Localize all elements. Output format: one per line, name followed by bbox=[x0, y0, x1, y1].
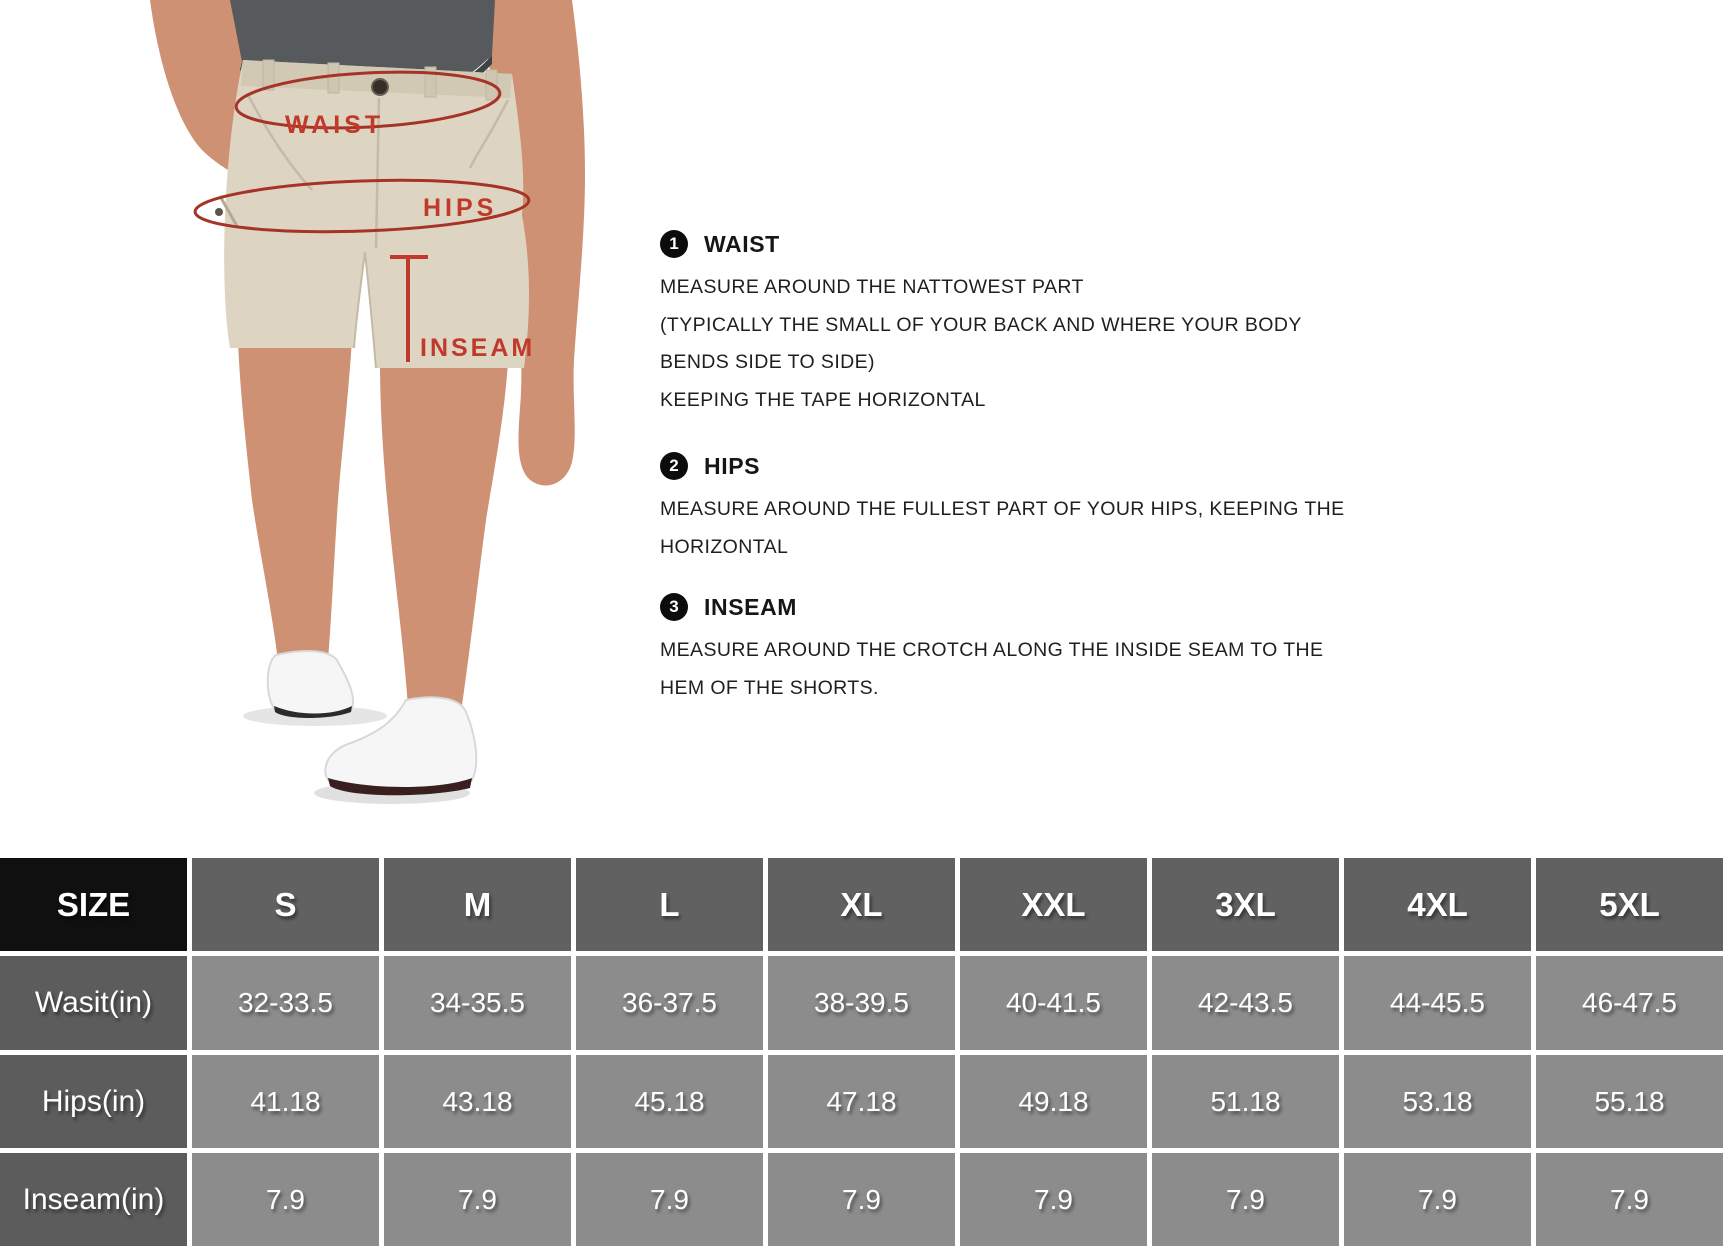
left-leg bbox=[238, 340, 352, 662]
size-chart-cell: 43.18 bbox=[384, 1055, 571, 1148]
size-chart-cell: 36-37.5 bbox=[576, 956, 763, 1050]
size-chart-cell: 47.18 bbox=[768, 1055, 955, 1148]
belt-loop bbox=[328, 63, 339, 93]
inseam-label: INSEAM bbox=[420, 334, 536, 362]
size-chart-column-header: XXL bbox=[960, 858, 1147, 951]
size-chart-cell: 7.9 bbox=[576, 1153, 763, 1246]
size-chart-column-header: S bbox=[192, 858, 379, 951]
size-chart-cell: 34-35.5 bbox=[384, 956, 571, 1050]
size-chart-column-header: 4XL bbox=[1344, 858, 1531, 951]
right-leg bbox=[380, 362, 508, 707]
instruction-heading bbox=[660, 452, 1420, 480]
size-chart-cell: 32-33.5 bbox=[192, 956, 379, 1050]
size-chart-row-label: Inseam(in) bbox=[0, 1153, 187, 1246]
instruction-body bbox=[660, 269, 1420, 419]
instruction-title: INSEAM bbox=[704, 593, 798, 620]
size-chart-cell: 7.9 bbox=[192, 1153, 379, 1246]
hips-label: HIPS bbox=[423, 194, 498, 222]
size-chart-cell: 7.9 bbox=[1152, 1153, 1339, 1246]
instruction-title: HIPS bbox=[704, 452, 761, 479]
model-figure-graphic bbox=[80, 0, 620, 858]
size-chart-column-header: M bbox=[384, 858, 571, 951]
instruction-line: BENDS SIDE TO SIDE) bbox=[660, 351, 875, 373]
step-number-badge: 2 bbox=[660, 452, 688, 480]
size-chart-cell: 38-39.5 bbox=[768, 956, 955, 1050]
instruction-line: KEEPING THE TAPE HORIZONTAL bbox=[660, 388, 986, 411]
waist-label: WAIST bbox=[285, 111, 385, 139]
size-chart-cell: 7.9 bbox=[768, 1153, 955, 1246]
zip-pull bbox=[215, 208, 223, 216]
size-chart-column-header: XL bbox=[768, 858, 955, 951]
size-chart bbox=[0, 858, 1723, 1246]
size-chart-cell: 7.9 bbox=[960, 1153, 1147, 1246]
instruction-section-waist bbox=[660, 230, 1420, 419]
instruction-heading bbox=[660, 593, 1420, 621]
instructions bbox=[660, 0, 1420, 858]
instruction-line: HEM OF THE SHORTS. bbox=[660, 676, 879, 699]
left-shoe bbox=[268, 651, 353, 715]
size-chart-cell: 45.18 bbox=[576, 1055, 763, 1148]
size-chart-cell: 53.18 bbox=[1344, 1055, 1531, 1148]
size-chart-cell: 49.18 bbox=[960, 1055, 1147, 1148]
instruction-line: (TYPICALLY THE SMALL OF YOUR BACK AND WHERE YOUR BODY bbox=[660, 313, 1302, 336]
size-chart-cell: 40-41.5 bbox=[960, 956, 1147, 1050]
size-chart-row-label: Wasit(in) bbox=[0, 956, 187, 1050]
step-number-badge: 1 bbox=[660, 230, 688, 258]
size-chart-column-header: 3XL bbox=[1152, 858, 1339, 951]
size-chart-cell: 44-45.5 bbox=[1344, 956, 1531, 1050]
size-chart-cell: 51.18 bbox=[1152, 1055, 1339, 1148]
size-chart-cell: 7.9 bbox=[1536, 1153, 1723, 1246]
size-chart-cell: 42-43.5 bbox=[1152, 956, 1339, 1050]
size-chart-cell: 46-47.5 bbox=[1536, 956, 1723, 1050]
instruction-line: HORIZONTAL bbox=[660, 535, 789, 558]
size-chart-column-header: 5XL bbox=[1536, 858, 1723, 951]
model-photo bbox=[80, 0, 620, 858]
instruction-section-inseam bbox=[660, 593, 1420, 707]
waist-button bbox=[372, 79, 388, 95]
size-chart-corner-header: SIZE bbox=[0, 858, 187, 951]
instruction-heading bbox=[660, 230, 1420, 258]
instruction-body bbox=[660, 491, 1420, 566]
size-chart-cell: 55.18 bbox=[1536, 1055, 1723, 1148]
step-number-badge: 3 bbox=[660, 593, 688, 621]
size-chart-cell: 41.18 bbox=[192, 1055, 379, 1148]
size-chart-cell: 7.9 bbox=[1344, 1153, 1531, 1246]
size-chart-cell: 7.9 bbox=[384, 1153, 571, 1246]
size-chart-row-label: Hips(in) bbox=[0, 1055, 187, 1148]
instruction-body bbox=[660, 632, 1420, 707]
instruction-section-hips bbox=[660, 452, 1420, 566]
instruction-line: MEASURE AROUND THE NATTOWEST PART bbox=[660, 276, 1084, 298]
size-chart-column-header: L bbox=[576, 858, 763, 951]
instruction-line: MEASURE AROUND THE FULLEST PART OF YOUR HIPS, KEEPING THE bbox=[660, 498, 1345, 520]
instruction-title: WAIST bbox=[704, 230, 780, 257]
instruction-line: MEASURE AROUND THE CROTCH ALONG THE INSIDE SEAM TO THE bbox=[660, 639, 1324, 661]
